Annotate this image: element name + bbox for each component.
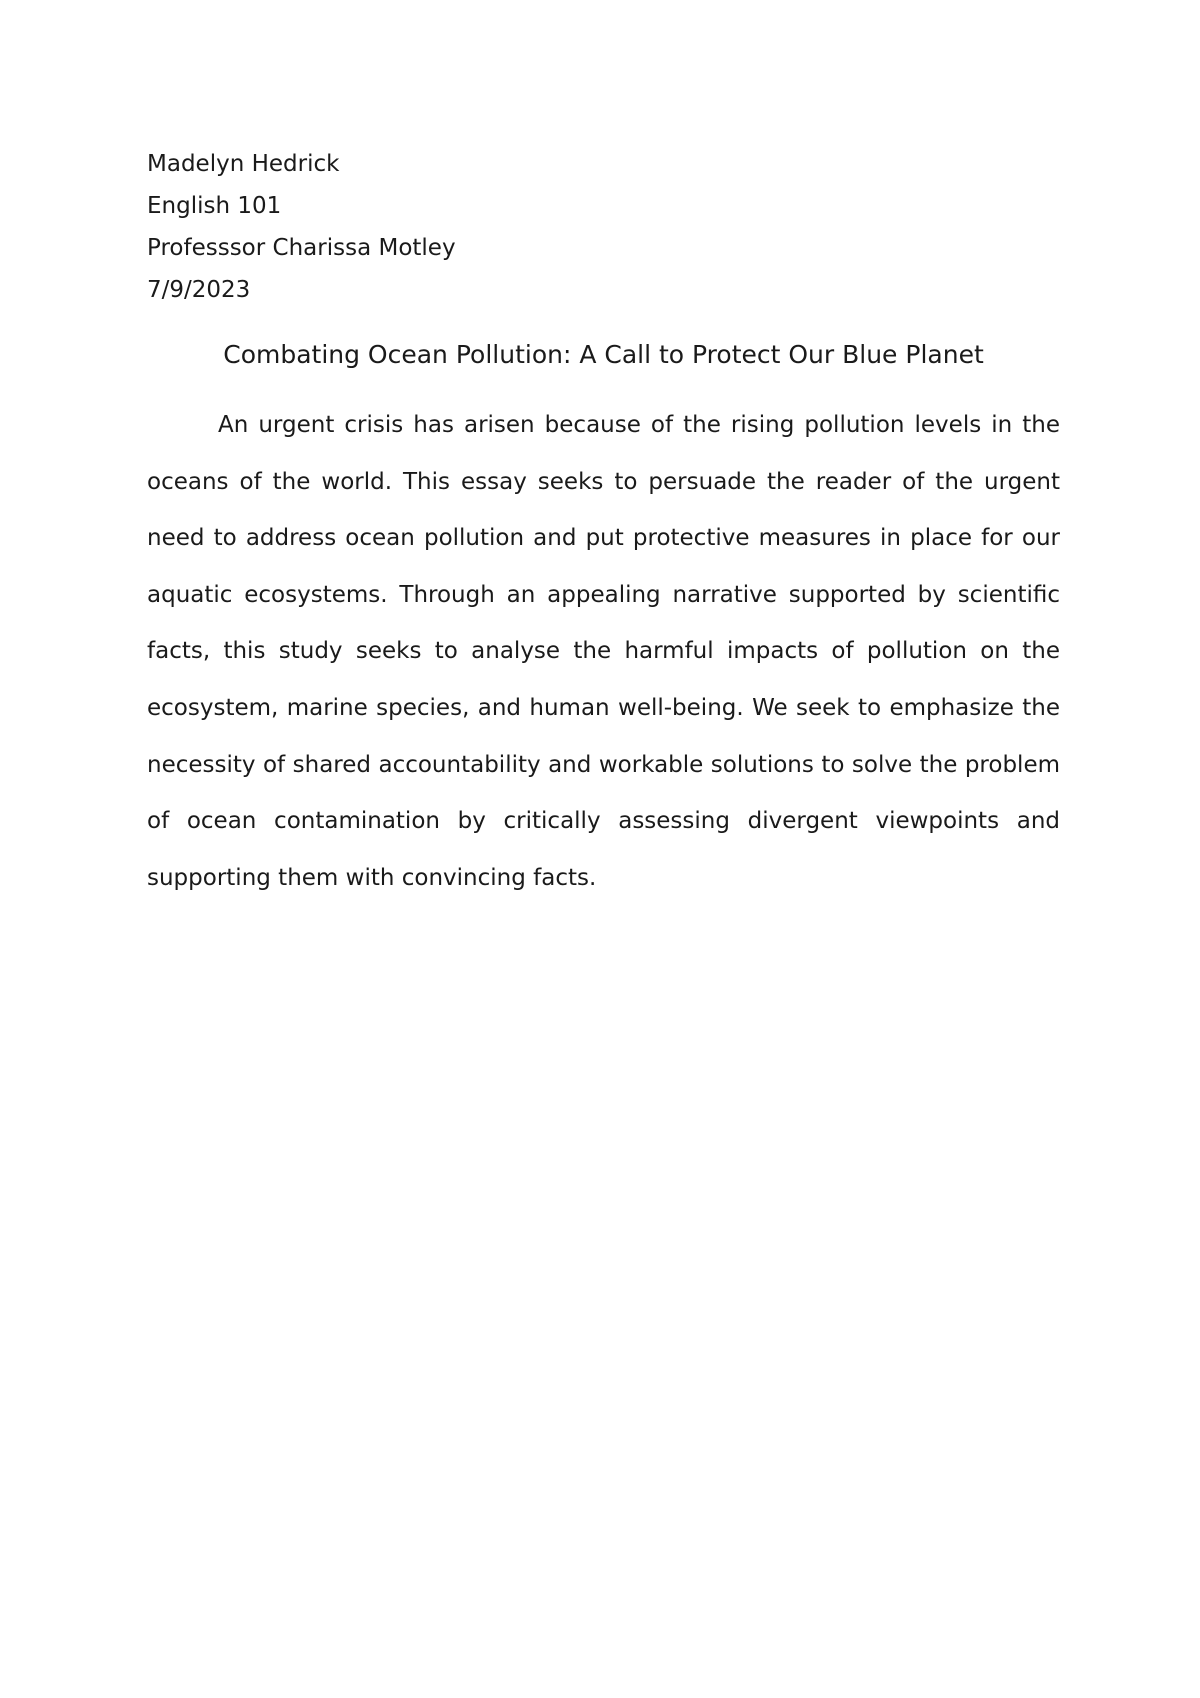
professor-name: Professsor Charissa Motley xyxy=(147,235,456,261)
author-name: Madelyn Hedrick xyxy=(147,151,340,177)
essay-date: 7/9/2023 xyxy=(147,277,251,303)
body-paragraph: An urgent crisis has arisen because of the rising pollution levels in the oceans of the world. This essay seeks to persuade the reader of the urgent need to address ocean pollution and put protective measures in place for our aquatic ecosystems. Through an appealing narrative supported by scientific facts, this study seeks to analyse the harmful impacts of pollution on the ecosystem, marine species, and human well-being. We seek to emphasize the necessity of shared accountability and workable solutions to solve the problem of ocean contamination by critically assessing divergent viewpoints and supporting them with convincing facts. xyxy=(147,412,1060,891)
essay-title: Combating Ocean Pollution: A Call to Protect Our Blue Planet xyxy=(223,340,984,369)
course-name: English 101 xyxy=(147,193,282,219)
mla-heading xyxy=(147,143,1067,311)
